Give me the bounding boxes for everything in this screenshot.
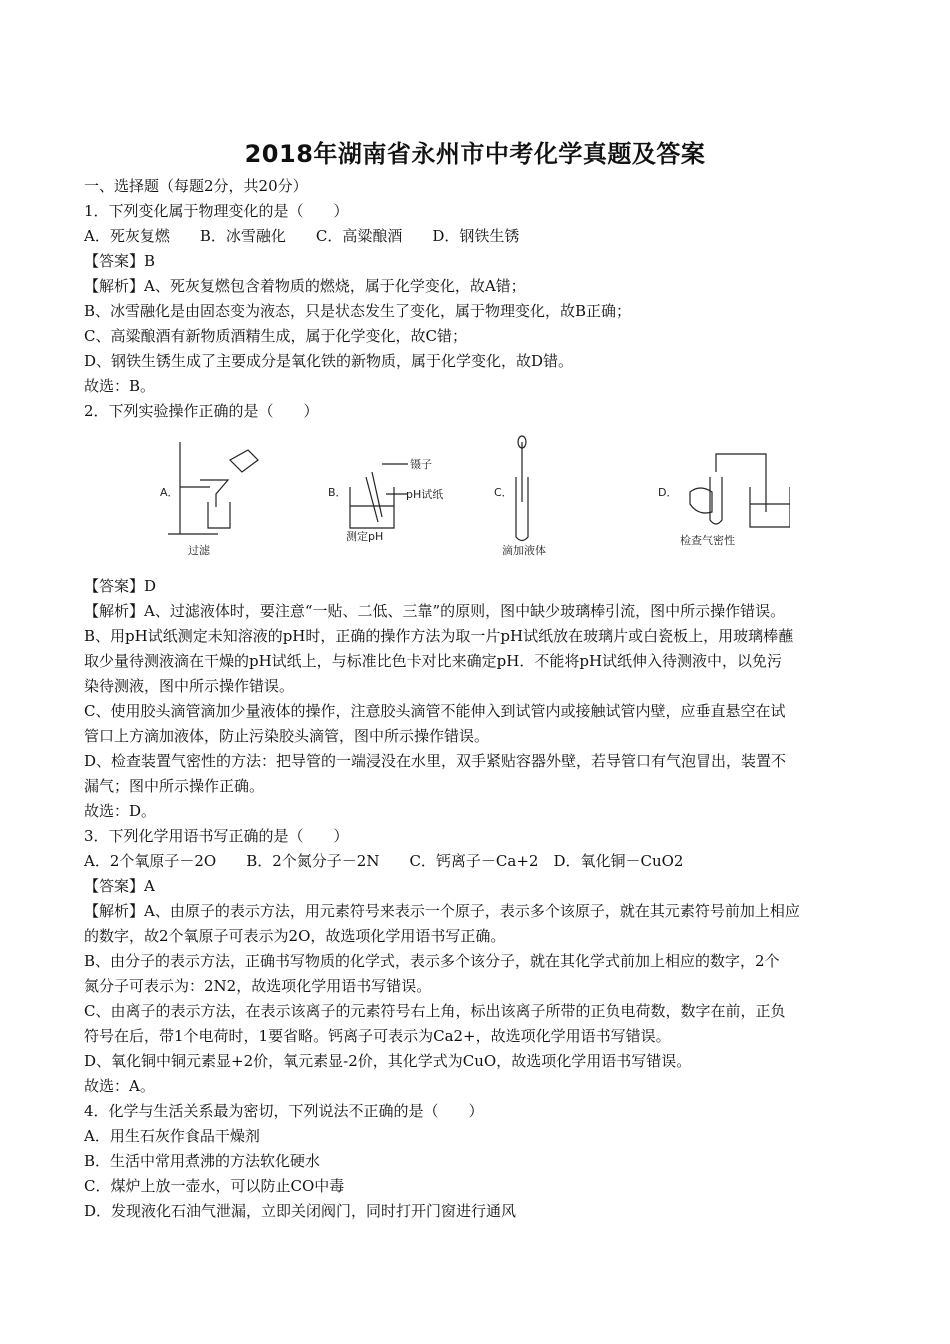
analysis-line: 的数字，故2个氧原子可表示为2O，故选项化学用语书写正确。 (84, 927, 506, 945)
question-4-option-c: C．煤炉上放一壶水，可以防止CO中毒 (84, 1177, 345, 1195)
conclusion-line: 故选：B。 (84, 377, 156, 395)
conclusion-line: 故选：D。 (84, 802, 157, 820)
analysis-line: 符号在后，带1个电荷时，1要省略。钙离子可表示为Ca2+，故选项化学用语书写错误。 (84, 1027, 671, 1045)
question-4-option-b: B．生活中常用煮沸的方法软化硬水 (84, 1152, 321, 1170)
answer-2: 【答案】D (84, 577, 157, 595)
analysis-line: 【解析】A、过滤液体时，要注意“一贴、二低、三靠”的原则，图中缺少玻璃棒引流，图中所示操作错误。 (84, 602, 786, 620)
analysis-line: 漏气；图中所示操作正确。 (84, 777, 265, 795)
figure-label-a: A． (160, 486, 179, 499)
analysis-line: 管口上方滴加液体，防止污染胶头滴管，图中所示操作错误。 (84, 727, 490, 745)
figure-label-b: B． (328, 486, 347, 499)
answer-1: 【答案】B (84, 252, 156, 270)
analysis-line: D、氧化铜中铜元素显+2价，氧元素显-2价，其化学式为CuO，故选项化学用语书写错误。 (84, 1052, 692, 1070)
analysis-line: 染待测液，图中所示操作错误。 (84, 677, 295, 695)
analysis-line: B、由分子的表示方法，正确书写物质的化学式，表示多个该分子，就在其化学式前加上相应的数字，2个 (84, 952, 780, 970)
figure-caption-a: 过滤 (188, 544, 210, 557)
question-3: 3．下列化学用语书写正确的是（ ） (84, 827, 349, 845)
analysis-line: C、使用胶头滴管滴加少量液体的操作，注意胶头滴管不能伸入到试管内或接触试管内壁，应垂直悬空在试 (84, 702, 786, 720)
analysis-line: 取少量待测液滴在干燥的pH试纸上，与标准比色卡对比来确定pH．不能将pH试纸伸入待测液中，以免污 (84, 652, 783, 670)
question-4: 4．化学与生活关系最为密切，下列说法不正确的是（ ） (84, 1102, 484, 1120)
analysis-line: B、冰雪融化是由固态变为液态，只是状态发生了变化，属于物理变化，故B正确； (84, 302, 632, 320)
section-heading: 一、选择题（每题2分，共20分） (84, 177, 308, 195)
question-1-options: A．死灰复燃 B．冰雪融化 C．高粱酿酒 D．钢铁生锈 (84, 227, 520, 245)
analysis-line: 氮分子可表示为：2N2，故选项化学用语书写错误。 (84, 977, 432, 995)
answer-3: 【答案】A (84, 877, 155, 895)
figure-caption-c: 滴加液体 (502, 544, 546, 557)
figure-caption-d: 检查气密性 (680, 534, 735, 547)
analysis-line: 【解析】A、死灰复燃包含着物质的燃烧，属于化学变化，故A错； (84, 277, 526, 295)
analysis-line: D、钢铁生锈生成了主要成分是氧化铁的新物质，属于化学变化，故D错。 (84, 352, 574, 370)
page-title: 2018年湖南省永州市中考化学真题及答案 (244, 140, 706, 168)
figure-caption-b: 测定pH (346, 530, 384, 543)
figure-label-c: C． (494, 486, 513, 499)
question-3-options: A．2个氧原子－2O B．2个氮分子－2N C．钙离子－Ca+2 D．氧化铜－CuO2 (84, 852, 684, 870)
question-1: 1．下列变化属于物理变化的是（ ） (84, 202, 349, 220)
analysis-line: C、由离子的表示方法，在表示该离子的元素符号右上角，标出该离子所带的正负电荷数，数字在前，正负 (84, 1002, 786, 1020)
analysis-line: C、高粱酿酒有新物质酒精生成，属于化学变化，故C错； (84, 327, 467, 345)
analysis-line: 【解析】A、由原子的表示方法，用元素符号来表示一个原子，表示多个该原子，就在其元素符号前加上相应 (84, 902, 800, 920)
question-2: 2．下列实验操作正确的是（ ） (84, 402, 319, 420)
analysis-line: D、检查装置气密性的方法：把导管的一端浸没在水里，双手紧贴容器外壁，若导管口有气泡冒出，装置不 (84, 752, 787, 770)
question-4-option-a: A．用生石灰作食品干燥剂 (84, 1127, 260, 1145)
conclusion-line: 故选：A。 (84, 1077, 155, 1095)
question-2-figure (150, 432, 790, 562)
analysis-line: B、用pH试纸测定未知溶液的pH时，正确的操作方法为取一片pH试纸放在玻璃片或白瓷板上，用玻璃棒蘸 (84, 627, 794, 645)
figure-label-ph-paper: pH试纸 (406, 488, 444, 501)
figure-label-tweezers: 镊子 (410, 458, 432, 471)
question-4-option-d: D．发现液化石油气泄漏，立即关闭阀门，同时打开门窗进行通风 (84, 1202, 517, 1220)
figure-label-d: D． (658, 486, 678, 499)
